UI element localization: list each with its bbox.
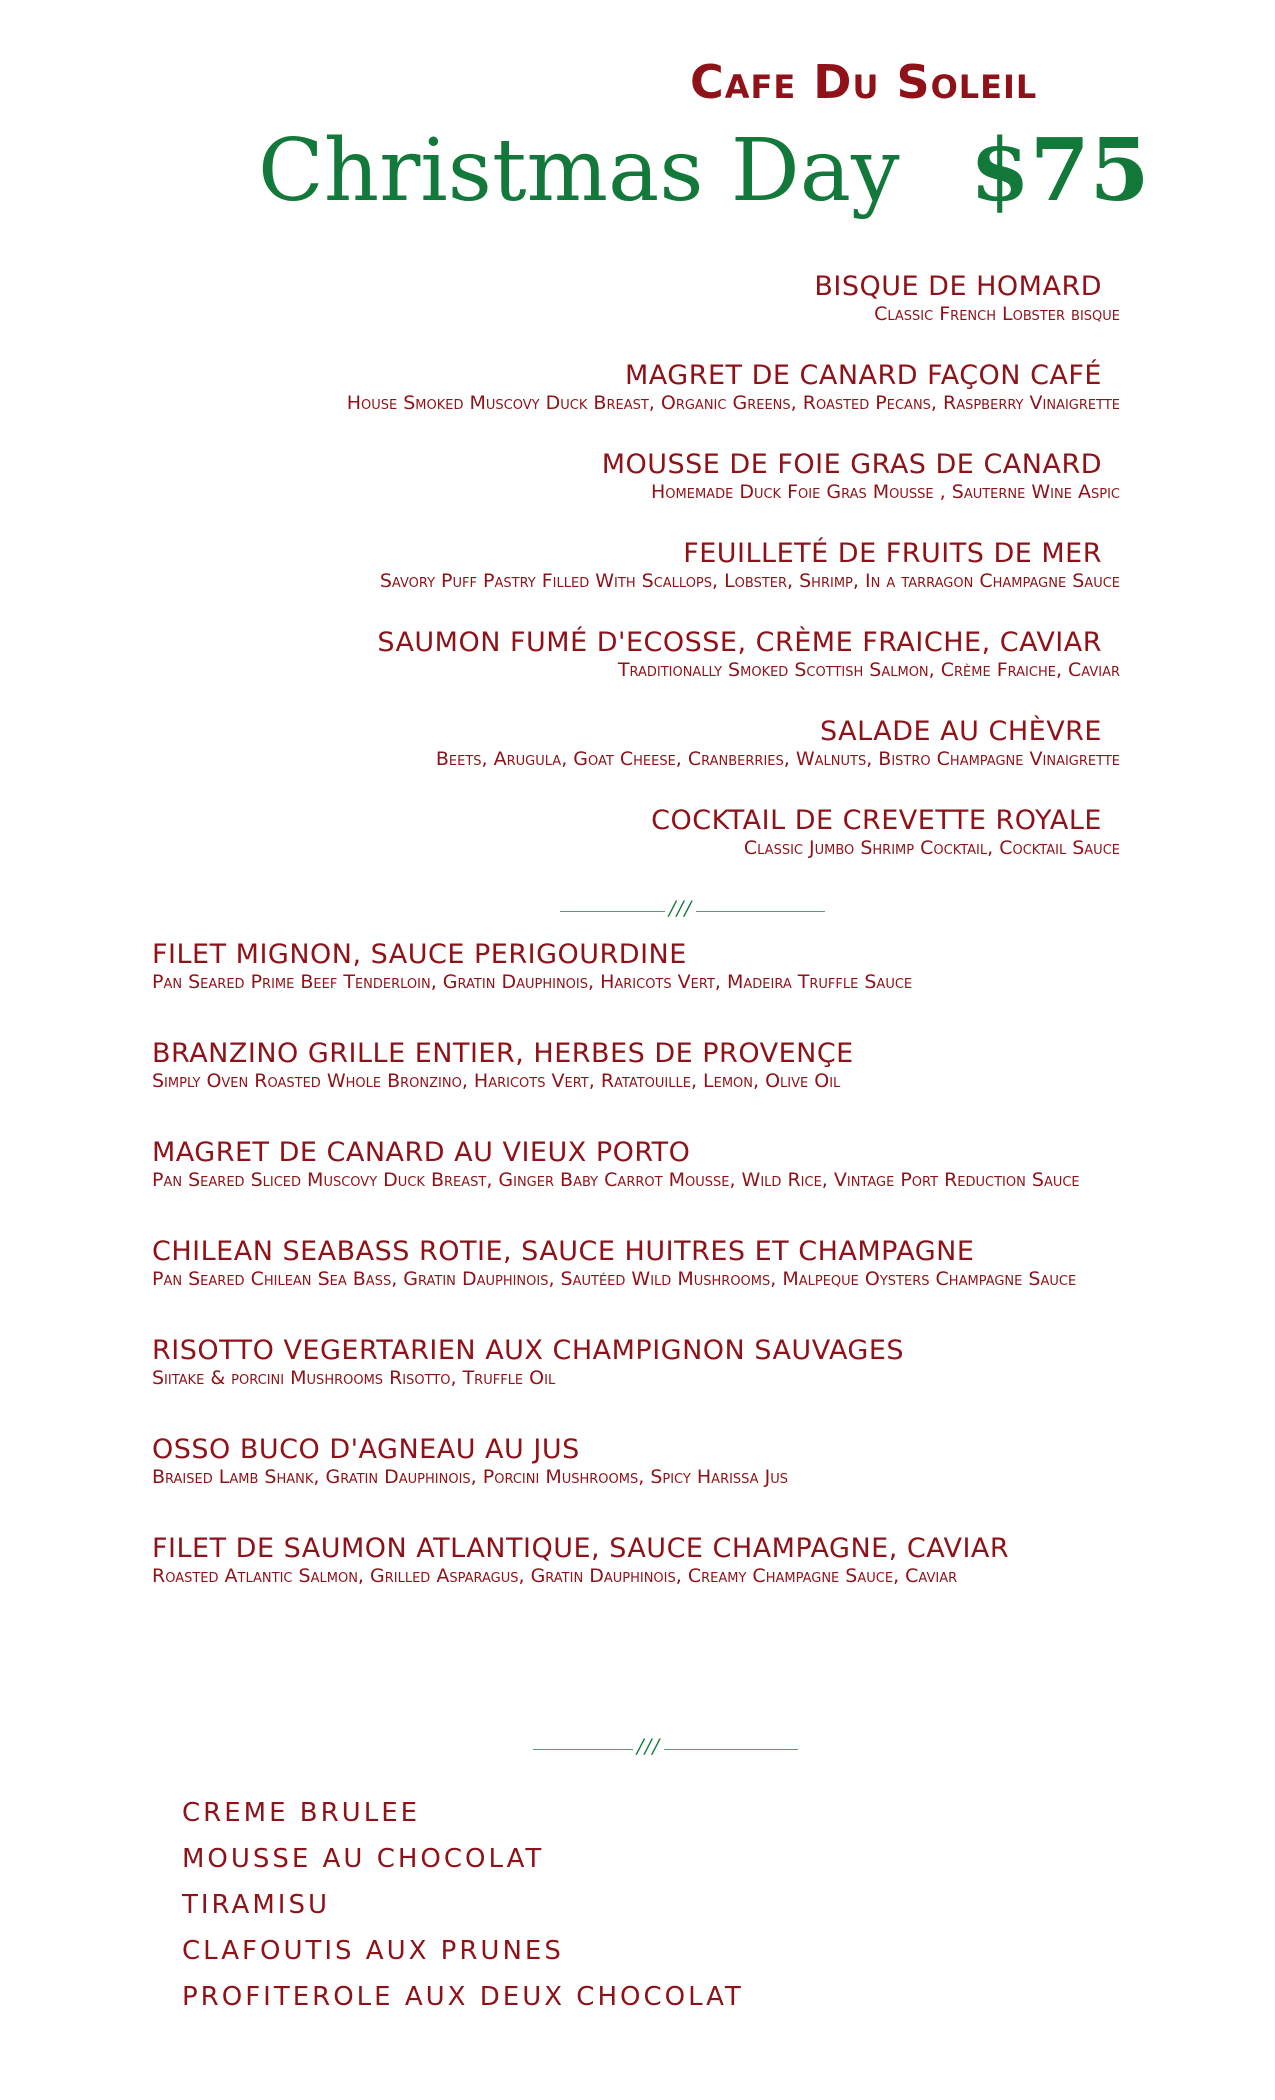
main-item — [152, 1136, 1122, 1191]
dish-description: Siitake & porcini Mushrooms Risotto, Truffle Oil — [152, 1367, 556, 1389]
starter-item — [150, 448, 1120, 503]
dish-description: Classic French Lobster bisque — [874, 303, 1120, 325]
starter-item — [150, 359, 1120, 414]
menu-price: $75 — [970, 120, 1150, 221]
desserts-section — [182, 1790, 744, 2020]
dish-name: SAUMON FUMÉ D'ECOSSE, CRÈME FRAICHE, CAVIAR — [377, 627, 1102, 658]
dish-description: House Smoked Muscovy Duck Breast, Organic Greens, Roasted Pecans, Raspberry Vinaigrette — [346, 392, 1120, 414]
dish-description: Pan Seared Chilean Sea Bass, Gratin Dauphinois, Sautéed Wild Mushrooms, Malpeque Oysters Champagne Sauce — [152, 1268, 1077, 1290]
dish-description: Pan Seared Prime Beef Tenderloin, Gratin Dauphinois, Haricots Vert, Madeira Truffle Sauce — [152, 971, 913, 993]
dish-name: FILET MIGNON, SAUCE PERIGOURDINE — [152, 939, 687, 970]
starter-item — [150, 270, 1120, 325]
dish-description: Homemade Duck Foie Gras Mousse , Sauterne Wine Aspic — [651, 481, 1120, 503]
dish-description: Braised Lamb Shank, Gratin Dauphinois, Porcini Mushrooms, Spicy Harissa Jus — [152, 1466, 788, 1488]
starters-section — [150, 270, 1120, 893]
starter-item — [150, 626, 1120, 681]
divider-line — [533, 1749, 798, 1750]
dish-description: Traditionally Smoked Scottish Salmon, Crème Fraiche, Caviar — [617, 659, 1120, 681]
dish-name: BISQUE DE HOMARD — [814, 271, 1102, 302]
dish-name: MOUSSE DE FOIE GRAS DE CANARD — [601, 449, 1102, 480]
restaurant-name: Cafe Du Soleil — [690, 55, 1038, 109]
dish-description: Beets, Arugula, Goat Cheese, Cranberries, Walnuts, Bistro Champagne Vinaigrette — [435, 748, 1120, 770]
dessert-item: PROFITEROLE AUX DEUX CHOCOLAT — [182, 1982, 744, 2012]
dessert-item: CREME BRULEE — [182, 1798, 421, 1828]
starter-item — [150, 537, 1120, 592]
dish-name: RISOTTO VEGERTARIEN AUX CHAMPIGNON SAUVAGES — [152, 1335, 905, 1366]
dish-name: SALADE AU CHÈVRE — [820, 716, 1102, 747]
dish-description: Savory Puff Pastry Filled With Scallops, Lobster, Shrimp, In a tarragon Champagne Sauce — [379, 570, 1120, 592]
main-item — [152, 1037, 1122, 1092]
starter-item — [150, 804, 1120, 859]
dish-name: CHILEAN SEABASS ROTIE, SAUCE HUITRES ET CHAMPAGNE — [152, 1236, 975, 1267]
dish-name: BRANZINO GRILLE ENTIER, HERBES DE PROVENÇE — [152, 1038, 854, 1069]
dessert-item: TIRAMISU — [182, 1890, 330, 1920]
dish-name: MAGRET DE CANARD FAÇON CAFÉ — [624, 360, 1102, 391]
main-item — [152, 938, 1122, 993]
dish-description: Classic Jumbo Shrimp Cocktail, Cocktail Sauce — [743, 837, 1120, 859]
dish-description: Roasted Atlantic Salmon, Grilled Asparagus, Gratin Dauphinois, Creamy Champagne Sauce, Caviar — [152, 1565, 958, 1587]
main-item — [152, 1334, 1122, 1389]
main-item — [152, 1235, 1122, 1290]
dish-description: Pan Seared Sliced Muscovy Duck Breast, Ginger Baby Carrot Mousse, Wild Rice, Vintage Port Reduction Sauce — [152, 1169, 1080, 1191]
divider-ornament: /// — [665, 896, 696, 920]
divider-ornament: /// — [633, 1734, 664, 1758]
section-divider — [533, 1734, 798, 1760]
dessert-item: MOUSSE AU CHOCOLAT — [182, 1844, 545, 1874]
main-item — [152, 1532, 1122, 1587]
dish-description: Simply Oven Roasted Whole Bronzino, Haricots Vert, Ratatouille, Lemon, Olive Oil — [152, 1070, 841, 1092]
menu-title: Christmas Day — [258, 121, 900, 221]
mains-section — [152, 938, 1122, 1587]
section-divider — [560, 896, 825, 922]
main-item — [152, 1433, 1122, 1488]
dish-name: COCKTAIL DE CREVETTE ROYALE — [651, 805, 1102, 836]
starter-item — [150, 715, 1120, 770]
dish-name: FEUILLETÉ DE FRUITS DE MER — [683, 538, 1102, 569]
dish-name: MAGRET DE CANARD AU VIEUX PORTO — [152, 1137, 691, 1168]
dish-name: FILET DE SAUMON ATLANTIQUE, SAUCE CHAMPAGNE, CAVIAR — [152, 1533, 1010, 1564]
dish-name: OSSO BUCO D'AGNEAU AU JUS — [152, 1434, 580, 1465]
dessert-item: CLAFOUTIS AUX PRUNES — [182, 1936, 564, 1966]
